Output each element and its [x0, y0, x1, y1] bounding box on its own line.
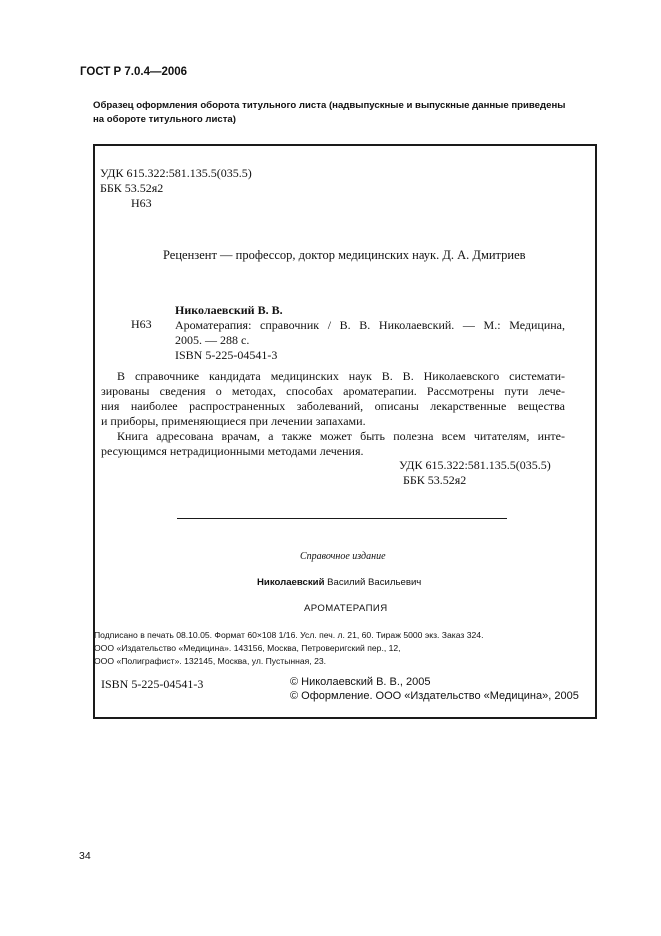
annotation-line-1: В справочнике кандидата медицинских наук В. В. Николаевского системати- [117, 369, 565, 383]
edition-type: Справочное издание [300, 551, 386, 562]
copyright-design: © Оформление. ООО «Издательство «Медицина», 2005 [290, 690, 579, 702]
bbk-code-top: ББК 53.52я2 [100, 181, 164, 195]
isbn-bottom: ISBN 5-225-04541-3 [101, 677, 204, 691]
annotation-line-2: зированы сведения о методах, способах ароматерапии. Рассмотрены пути лече- [101, 384, 565, 398]
bbk-code-bottom: ББК 53.52я2 [403, 473, 467, 487]
annotation-line-3: ния наиболее распространенных заболеваний, описаны лекарственные вещества [101, 399, 565, 413]
card-description-line-2: 2005. — 288 с. [175, 333, 250, 347]
standard-header: ГОСТ Р 7.0.4—2006 [80, 66, 188, 78]
imprint-author-surname: Николаевский [257, 577, 325, 588]
figure-caption: Образец оформления оборота титульного листа (надвыпускные и выпускные данные приведены на обороте титульного листа) [93, 100, 566, 125]
annotation-line-4: и приборы, применяющиеся при лечении запахами. [101, 414, 366, 428]
imprint-line-1: Подписано в печать 08.10.05. Формат 60×108 1/16. Усл. печ. л. 21, 60. Тираж 5000 экз. Заказ 324. [94, 630, 484, 640]
card-author: Николаевский В. В. [175, 303, 283, 317]
copyright-author: © Николаевский В. В., 2005 [290, 676, 431, 688]
udk-code-bottom: УДК 615.322:581.135.5(035.5) [399, 458, 551, 472]
annotation-line-5: Книга адресована врачам, а также может быть полезна всем читателям, инте- [117, 429, 565, 443]
card-description-line-1: Ароматерапия: справочник / В. В. Николаевский. — М.: Медицина, [175, 318, 565, 332]
imprint-author [257, 577, 421, 588]
card-author-mark: Н63 [131, 317, 152, 331]
udk-code-top: УДК 615.322:581.135.5(035.5) [100, 166, 252, 180]
imprint-author-given: Василий Васильевич [327, 577, 422, 588]
author-mark-top: Н63 [131, 196, 152, 210]
separator-rule [177, 518, 507, 519]
card-isbn: ISBN 5-225-04541-3 [175, 348, 278, 362]
imprint-line-2: ООО «Издательство «Медицина». 143156, Москва, Петроверигский пер., 12, [94, 643, 401, 653]
annotation-line-6: ресующимся нетрадиционными методами лечения. [101, 444, 364, 458]
imprint-line-3: ООО «Полиграфист». 132145, Москва, ул. Пустынная, 23. [94, 656, 327, 666]
reviewer-line: Рецензент — профессор, доктор медицинских наук. Д. А. Дмитриев [163, 248, 526, 262]
page-number: 34 [79, 850, 91, 862]
book-title: АРОМАТЕРАПИЯ [304, 603, 388, 614]
